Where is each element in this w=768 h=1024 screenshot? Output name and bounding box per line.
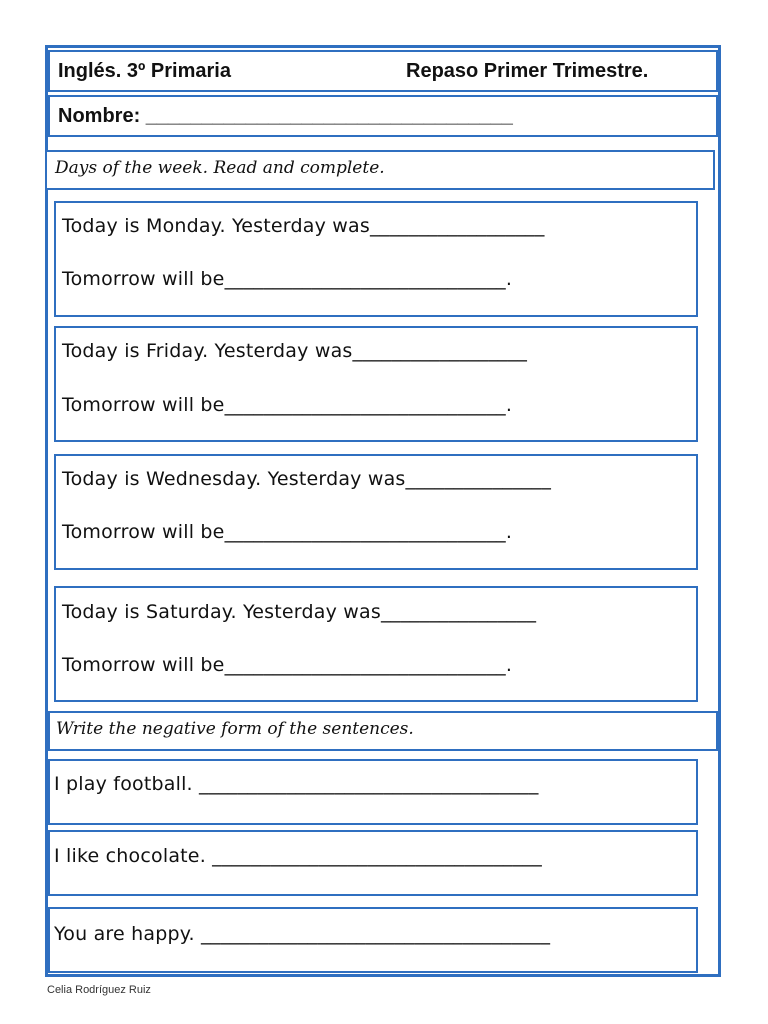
exercise-box <box>54 201 698 317</box>
exercise-line-yesterday: Today is Monday. Yesterday was__________________ <box>62 215 545 237</box>
section1-instruction: Days of the week. Read and complete. <box>55 158 385 178</box>
exercise-line-tomorrow: Tomorrow will be_____________________________. <box>62 268 513 290</box>
exercise-box <box>54 454 698 570</box>
exercise-line-tomorrow: Tomorrow will be_____________________________. <box>62 521 513 543</box>
name-box <box>48 95 718 137</box>
section1-instruction-box <box>45 150 715 190</box>
negative-sentence: I like chocolate. __________________________________ <box>54 845 542 867</box>
negative-exercise-box <box>48 759 698 825</box>
exercise-line-yesterday: Today is Saturday. Yesterday was________________ <box>62 601 537 623</box>
exercise-line-tomorrow: Tomorrow will be_____________________________. <box>62 394 513 416</box>
exercise-line-yesterday: Today is Friday. Yesterday was__________________ <box>62 340 528 362</box>
exercise-box <box>54 326 698 442</box>
section2-instruction: Write the negative form of the sentences. <box>56 719 414 739</box>
exercise-line-yesterday: Today is Wednesday. Yesterday was_______________ <box>62 468 552 490</box>
worksheet-title: Repaso Primer Trimestre. <box>406 60 649 82</box>
exercise-box <box>54 586 698 702</box>
subject-label: Inglés. 3º Primaria <box>58 60 231 82</box>
name-field-label: Nombre: _________________________________ <box>58 105 513 127</box>
negative-sentence: I play football. ___________________________________ <box>54 773 539 795</box>
negative-exercise-box <box>48 830 698 896</box>
exercise-line-tomorrow: Tomorrow will be_____________________________. <box>62 654 513 676</box>
section2-instruction-box <box>48 711 718 751</box>
negative-exercise-box <box>48 907 698 973</box>
header-box <box>48 50 718 92</box>
author-credit: Celia Rodríguez Ruiz <box>47 984 151 996</box>
negative-sentence: You are happy. ____________________________________ <box>54 923 551 945</box>
